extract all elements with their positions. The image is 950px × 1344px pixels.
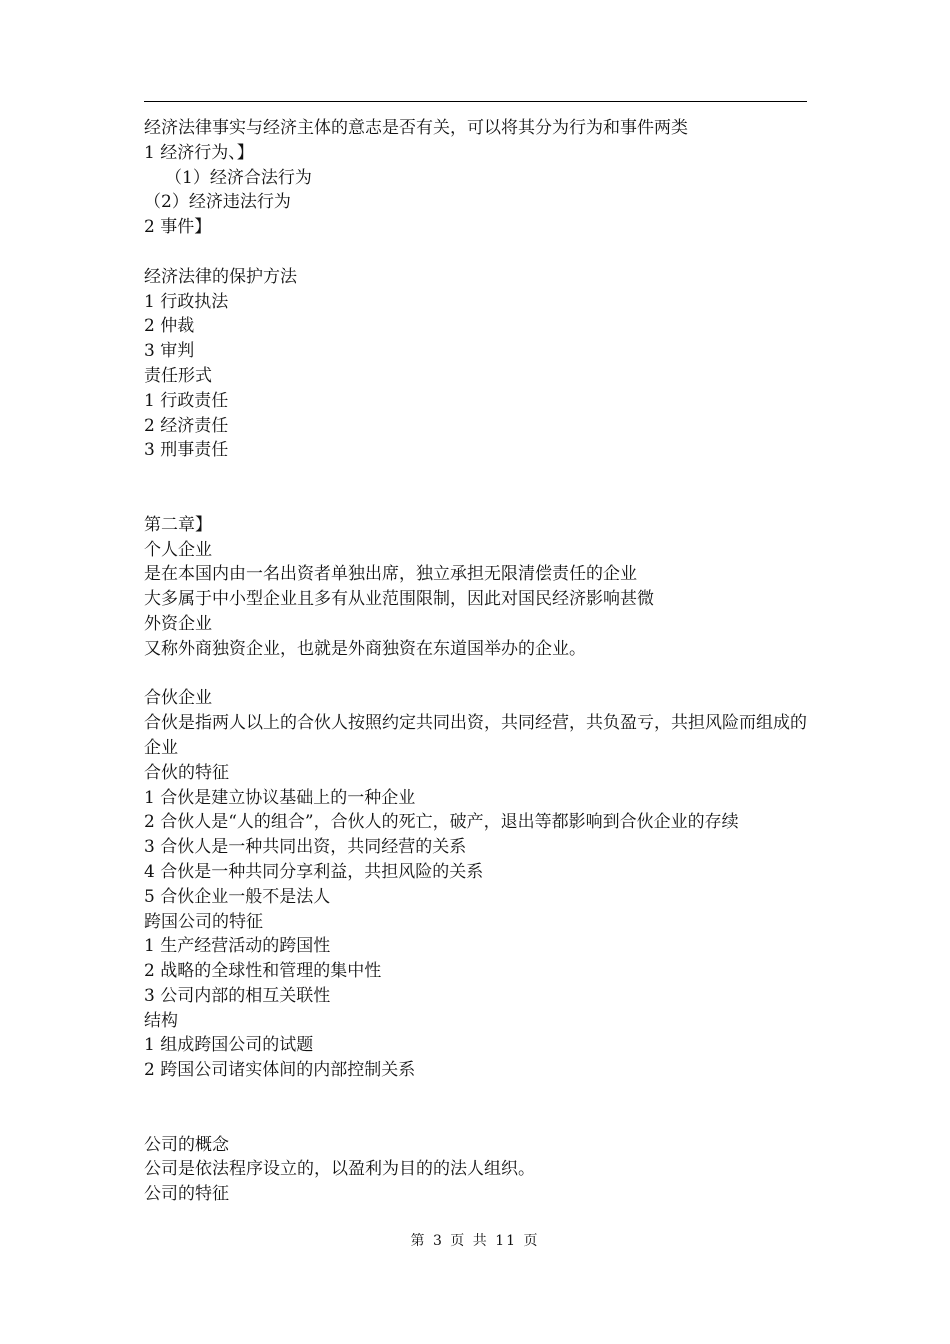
text-line: 2 战略的全球性和管理的集中性 [144,961,382,982]
text-line: 2 跨国公司诸实体间的内部控制关系 [144,1060,416,1081]
text-line: （2）经济违法行为 [144,192,291,213]
text-line: 大多属于中小型企业且多有从业范围限制，因此对国民经济影响甚微 [144,589,654,610]
blank-line [144,662,809,687]
text-line: 2 仲裁 [144,316,195,337]
section-heading: 外资企业 [144,613,212,634]
section-heading: 结构 [144,1010,178,1031]
section-heading: 个人企业 [144,539,212,560]
text-line: 1 经济行为、】 [144,142,254,163]
section-heading: 责任形式 [144,365,212,386]
section-heading: 合伙的特征 [144,762,229,783]
text-line: 4 合伙是一种共同分享利益，共担风险的关系 [144,861,484,882]
page-number-footer: 第 3 页 共 11 页 [410,1233,540,1249]
text-line: （1）经济合法行为 [165,167,312,188]
text-line: 2 合伙人是“人的组合”，合伙人的死亡，破产，退出等都影响到合伙企业的存续 [144,812,739,833]
text-line: 3 刑事责任 [144,440,229,461]
blank-line [144,240,809,265]
section-heading: 跨国公司的特征 [144,911,263,932]
blank-line [144,1108,809,1133]
text-line: 经济法律事实与经济主体的意志是否有关，可以将其分为行为和事件两类 [144,118,688,138]
section-heading: 合伙企业 [144,688,212,709]
section-heading: 经济法律的保护方法 [144,266,297,287]
text-line: 3 合伙人是一种共同出资，共同经营的关系 [144,837,467,858]
text-line: 公司是依法程序设立的，以盈利为目的的法人组织。 [144,1159,535,1180]
text-line: 2 事件】 [144,217,212,238]
text-line: 1 组成跨国公司的试题 [144,1035,314,1056]
text-line: 1 行政责任 [144,390,229,411]
blank-line [144,1083,809,1108]
section-heading: 公司的概念 [144,1134,229,1155]
section-heading: 公司的特征 [144,1184,229,1205]
text-line: 是在本国内由一名出资者单独出席，独立承担无限清偿责任的企业 [144,564,637,585]
text-line: 5 合伙企业一般不是法人 [144,886,331,907]
text-line: 2 经济责任 [144,415,229,436]
text-line: 3 公司内部的相互关联性 [144,985,331,1006]
chapter-heading: 第二章】 [144,514,212,535]
text-line: 又称外商独资企业，也就是外商独资在东道国举办的企业。 [144,638,586,659]
text-line: 1 合伙是建立协议基础上的一种企业 [144,787,416,808]
text-line: 3 审判 [144,341,195,362]
document-body [144,116,809,1207]
text-line: 1 生产经营活动的跨国性 [144,936,331,957]
blank-line [144,488,809,513]
header-rule [144,101,807,102]
text-line: 合伙是指两人以上的合伙人按照约定共同出资，共同经营，共负盈亏，共担风险而组成的企业 [144,713,807,758]
blank-line [144,463,809,488]
text-line: 1 行政执法 [144,291,229,312]
